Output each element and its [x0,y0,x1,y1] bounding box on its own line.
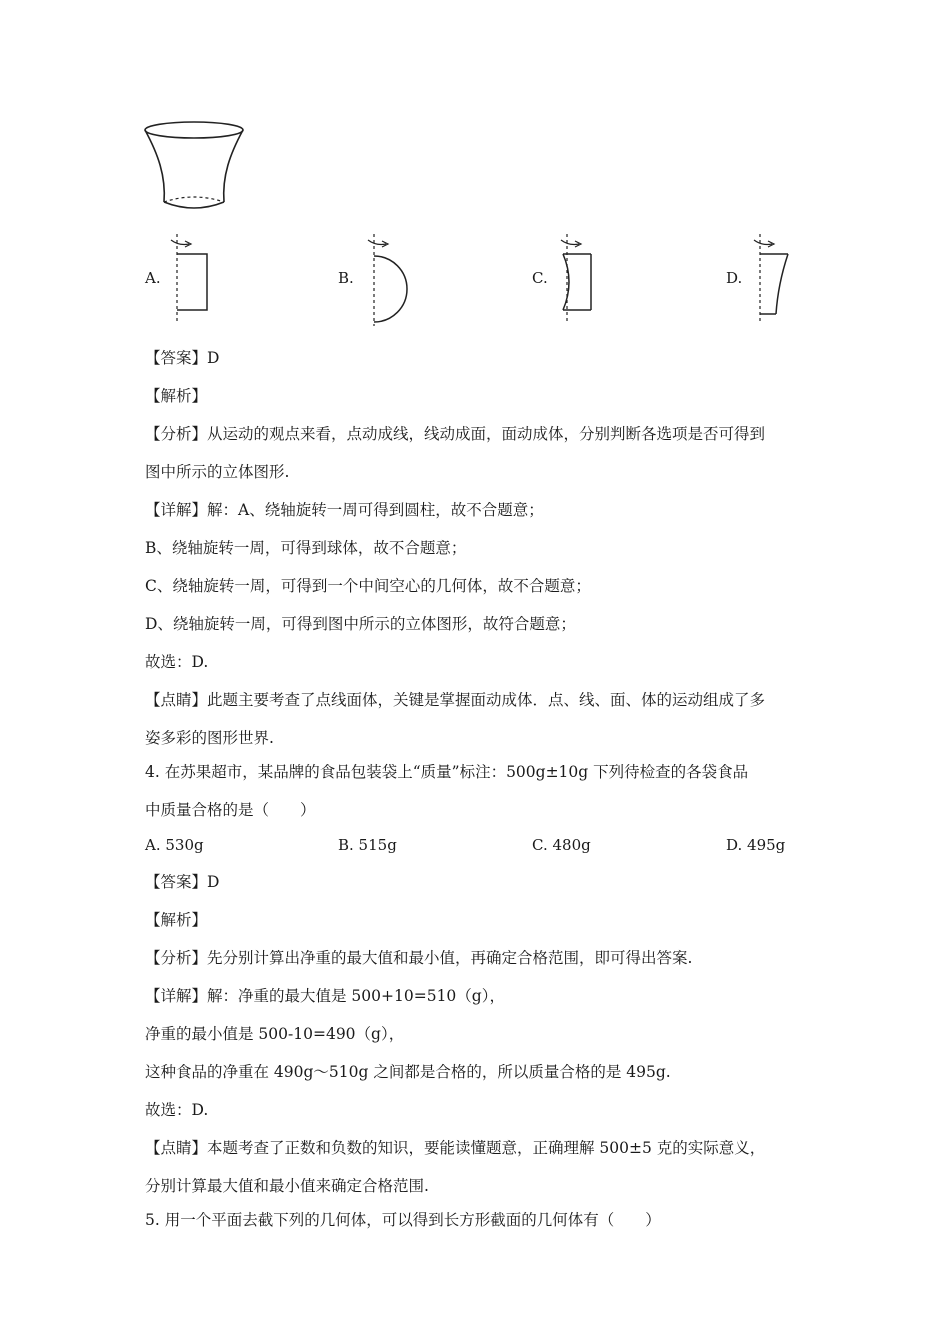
q4-analysis: 【分析】先分别计算出净重的最大值和最小值，再确定合格范围，即可得出答案. [145,949,693,967]
q4-stem-2: 中质量合格的是（ ） [145,801,316,819]
q3-detail-4: D、绕轴旋转一周，可得到图中所示的立体图形，故符合题意； [145,615,576,633]
q4-detail-2: 净重的最小值是 500-10=490（g）， [145,1025,405,1043]
q4-detail-1: 【详解】解：净重的最大值是 500+10=510（g）， [145,987,505,1005]
q4-comment-cont: 分别计算最大值和最小值来确定合格范围. [145,1177,429,1195]
q3-comment-cont: 姿多彩的图形世界. [145,729,274,747]
q3-option-a-label: A. [145,269,161,287]
q3-detail-1: 【详解】解：A、绕轴旋转一周可得到圆柱，故不合题意； [145,501,544,519]
q3-detail-2: B、绕轴旋转一周，可得到球体，故不合题意； [145,539,467,557]
q4-option-b: B. 515g [338,836,397,854]
q3-detail-3: C、绕轴旋转一周，可得到一个中间空心的几何体，故不合题意； [145,577,591,595]
q3-option-d-label: D. [726,269,743,287]
q3-comment: 【点睛】此题主要考查了点线面体，关键是掌握面动成体．点、线、面、体的运动组成了多 [145,691,766,709]
q3-option-d-figure [748,232,798,324]
q4-option-d: D. 495g [726,836,786,854]
q4-comment: 【点睛】本题考查了正数和负数的知识，要能读懂题意，正确理解 500±5 克的实际意义， [145,1139,766,1157]
q3-option-b-label: B. [338,269,354,287]
q3-answer: 【答案】D [145,349,220,367]
q4-answer: 【答案】D [145,873,220,891]
q3-analysis: 【分析】从运动的观点来看，点动成线，线动成面，面动成体，分别判断各选项是否可得到 [145,425,766,443]
q4-choose: 故选：D. [145,1101,209,1119]
solid-figure [140,118,250,216]
q3-option-c-label: C. [532,269,548,287]
q3-analysis-heading: 【解析】 [145,387,208,405]
q4-option-a: A. 530g [145,836,204,854]
q4-stem-1: 4. 在苏果超市，某品牌的食品包装袋上“质量”标注：500g±10g 下列待检查的各袋食品 [145,763,749,781]
q5-stem: 5. 用一个平面去截下列的几何体，可以得到长方形截面的几何体有（ ） [145,1211,661,1229]
q3-option-c-figure [555,232,605,324]
q4-option-c: C. 480g [532,836,591,854]
q3-option-a-figure [165,232,215,324]
q3-option-b-figure [362,232,412,328]
q3-analysis-cont: 图中所示的立体图形. [145,463,290,481]
q3-choose: 故选：D. [145,653,209,671]
q4-analysis-heading: 【解析】 [145,911,208,929]
q4-detail-3: 这种食品的净重在 490g～510g 之间都是合格的，所以质量合格的是 495g. [145,1063,671,1081]
